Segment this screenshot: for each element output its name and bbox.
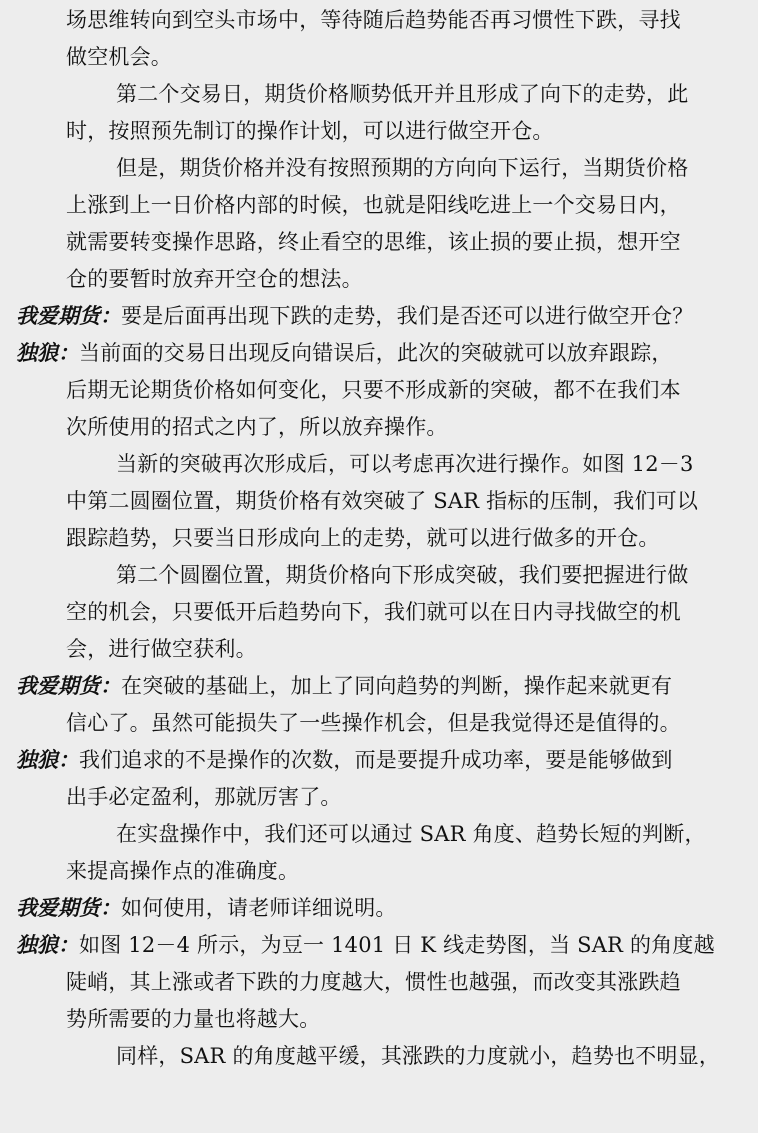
text-line xyxy=(16,446,748,483)
text-line xyxy=(16,594,748,631)
speaker-name: 我爱期货： xyxy=(16,674,121,698)
text-line xyxy=(16,150,748,187)
line-text: 就需要转变操作思路，终止看空的思维，该止损的要止损，想开空 xyxy=(66,230,681,254)
text-line xyxy=(16,483,748,520)
line-text: 如何使用，请老师详细说明。 xyxy=(121,896,397,920)
text-line xyxy=(16,1038,748,1075)
line-text: 我们追求的不是操作的次数，而是要提升成功率，要是能够做到 xyxy=(79,748,673,772)
dialogue-line xyxy=(16,927,748,964)
text-line xyxy=(16,187,748,224)
line-text: 在实盘操作中，我们还可以通过 SAR 角度、趋势长短的判断， xyxy=(116,822,706,846)
text-line xyxy=(16,76,748,113)
text-line xyxy=(16,520,748,557)
speaker-name: 独狼： xyxy=(16,748,79,772)
line-text: 来提高操作点的准确度。 xyxy=(66,859,300,883)
text-line xyxy=(16,705,748,742)
line-text: 在突破的基础上，加上了同向趋势的判断，操作起来就更有 xyxy=(121,674,673,698)
line-text: 陡峭，其上涨或者下跌的力度越大，惯性也越强，而改变其涨跌趋 xyxy=(66,970,681,994)
text-line xyxy=(16,261,748,298)
line-text: 当新的突破再次形成后，可以考虑再次进行操作。如图 12－3 xyxy=(116,452,694,476)
dialogue-line xyxy=(16,742,748,779)
line-text: 但是，期货价格并没有按照预期的方向向下运行，当期货价格 xyxy=(116,156,689,180)
line-text: 跟踪趋势，只要当日形成向上的走势，就可以进行做多的开仓。 xyxy=(66,526,660,550)
line-text: 场思维转向到空头市场中，等待随后趋势能否再习惯性下跌，寻找 xyxy=(66,8,681,32)
text-line xyxy=(16,113,748,150)
line-text: 信心了。虽然可能损失了一些操作机会，但是我觉得还是值得的。 xyxy=(66,711,681,735)
line-text: 同样，SAR 的角度越平缓，其涨跌的力度就小，趋势也不明显， xyxy=(116,1044,721,1068)
line-text: 要是后面再出现下跌的走势，我们是否还可以进行做空开仓？ xyxy=(121,304,694,328)
line-text: 中第二圆圈位置，期货价格有效突破了 SAR 指标的压制，我们可以 xyxy=(66,489,699,513)
speaker-name: 我爱期货： xyxy=(16,896,121,920)
text-line xyxy=(16,39,748,76)
text-line xyxy=(16,631,748,668)
text-line xyxy=(16,372,748,409)
line-text: 次所使用的招式之内了，所以放弃操作。 xyxy=(66,415,448,439)
line-text: 如图 12－4 所示，为豆一 1401 日 K 线走势图，当 SAR 的角度越 xyxy=(79,933,715,957)
dialogue-line xyxy=(16,668,748,705)
dialogue-line xyxy=(16,335,748,372)
line-text: 势所需要的力量也将越大。 xyxy=(66,1007,321,1031)
line-text: 空的机会，只要低开后趋势向下，我们就可以在日内寻找做空的机 xyxy=(66,600,681,624)
text-line xyxy=(16,224,748,261)
text-line xyxy=(16,1001,748,1038)
line-text: 后期无论期货价格如何变化，只要不形成新的突破，都不在我们本 xyxy=(66,378,681,402)
text-line xyxy=(16,779,748,816)
text-line xyxy=(16,964,748,1001)
text-line xyxy=(16,853,748,890)
text-line xyxy=(16,2,748,39)
line-text: 出手必定盈利，那就厉害了。 xyxy=(66,785,342,809)
speaker-name: 我爱期货： xyxy=(16,304,121,328)
line-text: 上涨到上一日价格内部的时候，也就是阳线吃进上一个交易日内， xyxy=(66,193,681,217)
text-line xyxy=(16,557,748,594)
line-text: 仓的要暂时放弃开空仓的想法。 xyxy=(66,267,363,291)
speaker-name: 独狼： xyxy=(16,341,79,365)
dialogue-line xyxy=(16,298,748,335)
text-line xyxy=(16,816,748,853)
speaker-name: 独狼： xyxy=(16,933,79,957)
line-text: 会，进行做空获利。 xyxy=(66,637,257,661)
line-text: 第二个交易日，期货价格顺势低开并且形成了向下的走势，此 xyxy=(116,82,689,106)
dialogue-line xyxy=(16,890,748,927)
line-text: 第二个圆圈位置，期货价格向下形成突破，我们要把握进行做 xyxy=(116,563,689,587)
text-line xyxy=(16,409,748,446)
line-text: 做空机会。 xyxy=(66,45,172,69)
line-text: 时，按照预先制订的操作计划，可以进行做空开仓。 xyxy=(66,119,554,143)
line-text: 当前面的交易日出现反向错误后，此次的突破就可以放弃跟踪， xyxy=(79,341,673,365)
